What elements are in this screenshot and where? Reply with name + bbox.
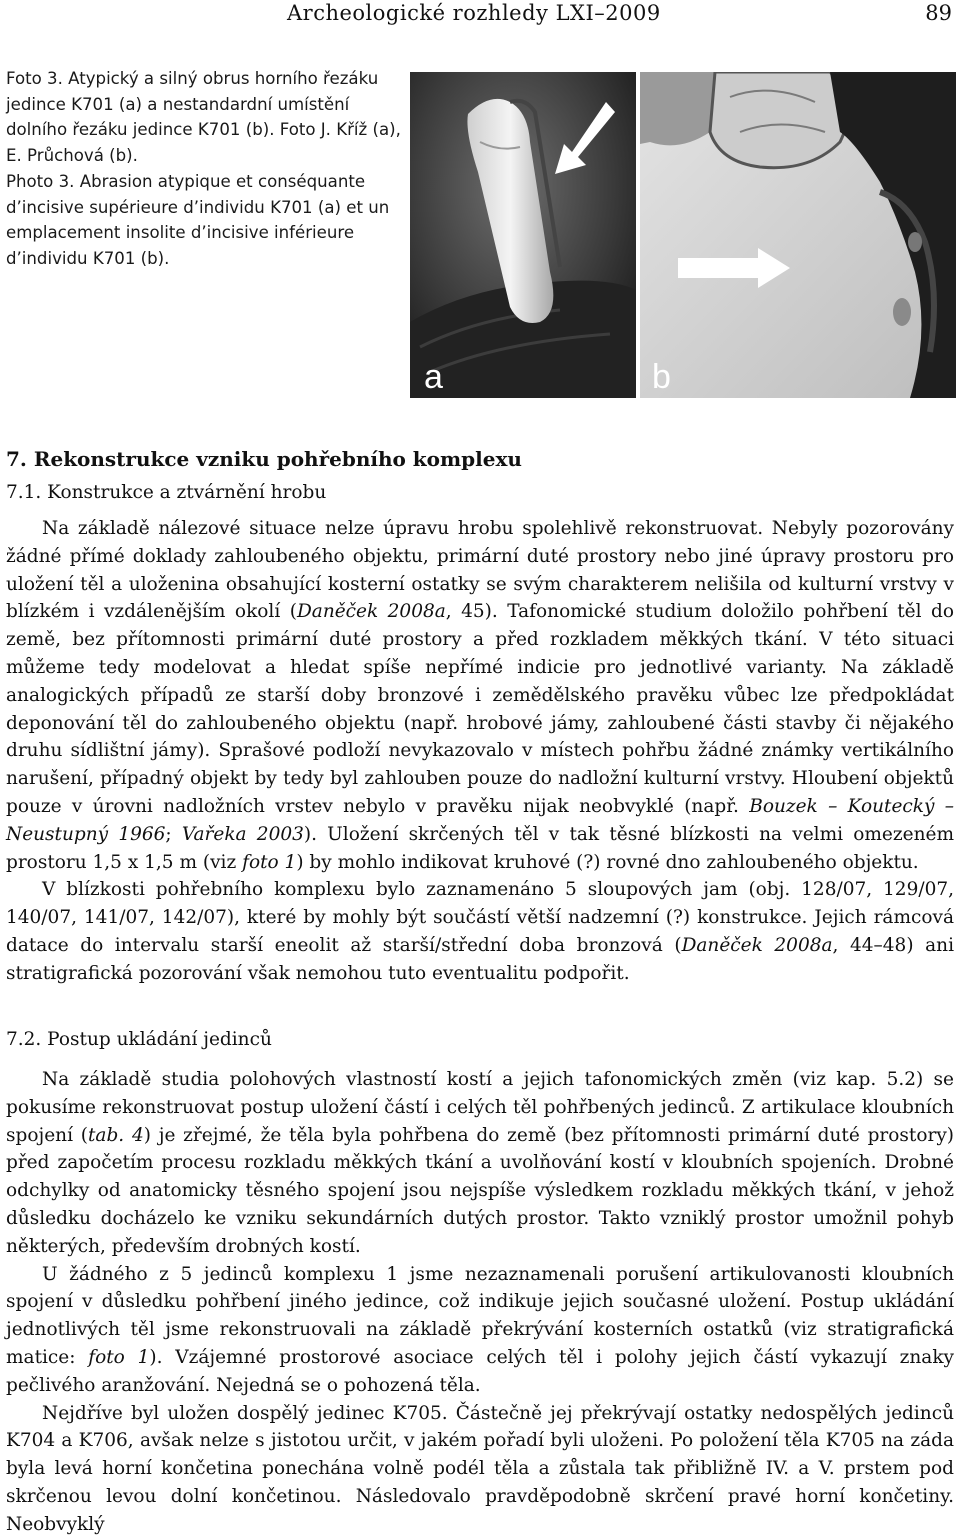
photo-illustration (410, 72, 956, 398)
section-7-2-body (6, 1066, 954, 1539)
page-number: 89 (925, 1, 952, 25)
figure-caption (6, 66, 406, 272)
subsection-heading-7-1: 7.1. Konstrukce a ztvárnění hrobu (6, 482, 327, 503)
paragraph: Na základě studia polohových vlastností kostí a jejich tafonomických změn (viz kap. 5.2) se pokusíme rekonstruovat postup uložení částí i celých těl pohřbených jedinců. Z artikulace kloubních spojení (tab. 4) je zřejmé, že těla byla pohřbena do země (bez přítomnosti primární duté prostory) před započetím procesu rozkladu měkkých tkání a uvolňování kostí v kloubních spojeních. Drobné odchylky od anatomicky těsného spojení jsou nejspíše výsledkem rozkladu měkkých tkání, v jehož důsledku docházelo ke vzniku sekundárních dutých prostor. Takto vzniklý prostor umožnil pohyb některých, především drobných kostí. (6, 1069, 954, 1257)
section-7-1-body (6, 515, 954, 988)
panel-b-label: b (652, 358, 671, 396)
running-title: Archeologické rozhledy LXI–2009 (287, 1, 661, 25)
caption-french: Photo 3. Abrasion atypique et conséquante d’incisive supérieure d’individu K701 (a) et un emplacement insolite d’incisive inférieure d’individu K701 (b). (6, 171, 390, 268)
paragraph: U žádného z 5 jedinců komplexu 1 jsme nezaznamenali porušení artikulovanosti kloubních spojení v důsledku pohřbení jiného jedince, což indikuje jejich současné uložení. Postup ukládání jednotlivých těl jsme rekonstruovali na základě překrývání kosterních ostatků (viz stratigrafická matice: foto 1). Vzájemné prostorové asociace celých těl i polohy jejich částí vykazují znaky pečlivého aranžování. Nejedná se o pohozená těla. (6, 1263, 954, 1396)
subsection-heading-7-2: 7.2. Postup ukládání jedinců (6, 1029, 272, 1050)
panel-b (640, 72, 956, 398)
paragraph: Na základě nálezové situace nelze úpravu hrobu spolehlivě rekonstruovat. Nebyly pozorovány žádné přímé doklady zahloubeného objektu, primární duté prostory nebo jiné úpravy prostoru pro uložení těl a uloženina obsahující kosterní ostatky se svým charakterem nelišila od kulturní vrstvy v blízkém i vzdálenějším okolí (Daněček 2008a, 45). Tafonomické studium doložilo pohřbení těl do země, bez přítomnosti primární duté prostory a před rozkladem měkkých tkání. V této situaci můžeme tedy modelovat a hledat spíše nepřímé indicie pro jednotlivé varianty. Na základě analogických případů ze starší doby bronzové i zemědělského pravěku vůbec lze předpokládat deponování těl do zahloubeného objektu (např. hrobové jámy, zahloubené části stavby či nějakého druhu sídlištní jámy). Sprašové podloží nevykazovalo v místech pohřbu žádné známky vertikálního narušení, případný objekt by tedy byl zahlouben pouze do nadložní kulturní vrstvy. Hloubení objektů pouze v úrovni nadložních vrstev nebylo v pravěku nijak neobvyklé (např. Bouzek – Koutecký – Neustupný 1966; Vařeka 2003). Uložení skrčených těl v tak těsné blízkosti na velmi omezeném prostoru 1,5 x 1,5 m (viz foto 1) by mohlo indikovat kruhové (?) rovné dno zahloubeného objektu. (6, 518, 954, 873)
panel-a-label: a (424, 358, 443, 396)
caption-czech: Foto 3. Atypický a silný obrus horního řezáku jedince K701 (a) a nestandardní umístění dolního řezáku jedince K701 (b). Foto J. Kříž (a), E. Průchová (b). (6, 69, 401, 166)
section-heading-7: 7. Rekonstrukce vzniku pohřebního komplexu (6, 447, 522, 471)
page-header (0, 0, 960, 30)
figure-photo (410, 72, 956, 398)
paragraph: V blízkosti pohřebního komplexu bylo zaznamenáno 5 sloupových jam (obj. 128/07, 129/07, 140/07, 141/07, 142/07), které by mohly být součástí větší nadzemní (?) konstrukce. Jejich rámcová datace do intervalu starší eneolit až starší/střední doba bronzová (Daněček 2008a, 44–48) ani stratigrafická pozorování však nemohou tuto eventualitu podpořit. (6, 879, 954, 984)
paragraph: Nejdříve byl uložen dospělý jedinec K705. Částečně jej překrývají ostatky nedospělých jedinců K704 a K706, avšak nelze s jistotou určit, v jakém pořadí byli uloženi. Po položení těla K705 na záda byla levá horní končetina ponechána volně podél těla a zůstala tak přibližně IV. a V. prstem pod skrčenou levou dolní končetinou. Následovalo pravděpodobně skrčení pravé horní končetiny. Neobvyklý (6, 1402, 954, 1535)
